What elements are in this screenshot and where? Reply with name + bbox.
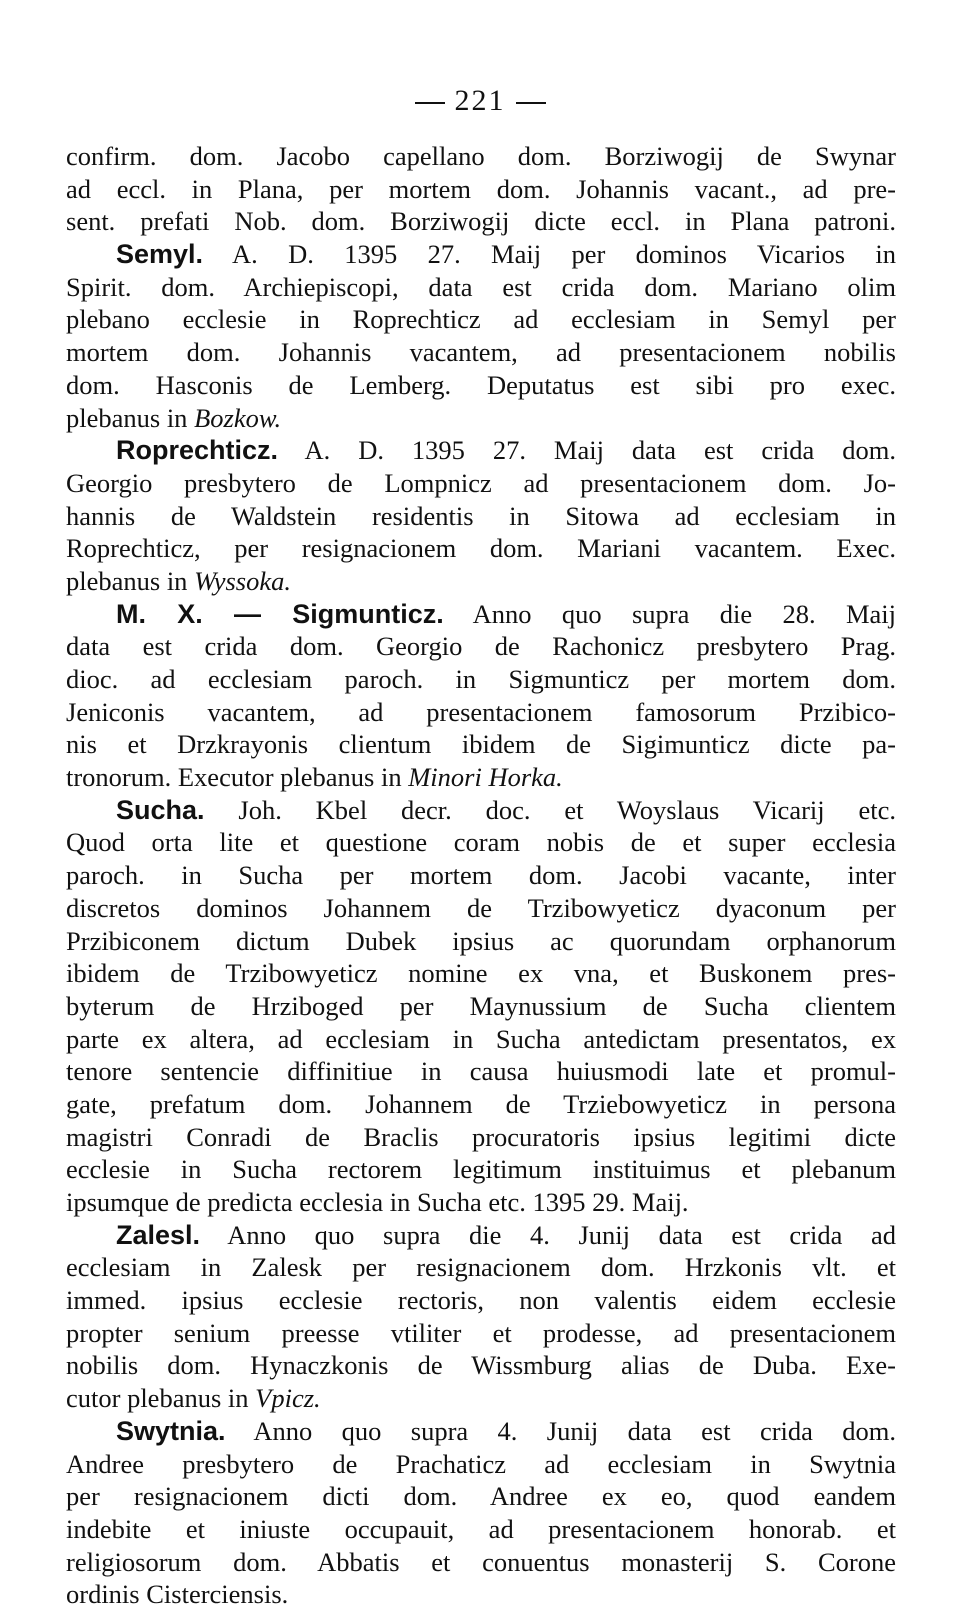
line-text: tronorum. Executor plebanus in — [66, 762, 409, 793]
text-line — [66, 1349, 896, 1382]
line-text: magistri Conradi de Braclis procuratoris ipsius legitimi dicte — [66, 1121, 896, 1152]
text-line — [66, 1415, 896, 1448]
line-text: data est crida dom. Georgio de Rachonicz presbytero Prag. — [66, 631, 896, 662]
text-line — [66, 434, 896, 467]
text-line — [66, 500, 896, 533]
header-dash-left — [415, 102, 445, 104]
text-line — [66, 728, 896, 761]
line-text: Joh. Kbel decr. doc. et Woyslaus Vicarij etc. — [204, 794, 896, 825]
line-text: dom. Hasconis de Lemberg. Deputatus est sibi pro exec. — [66, 369, 896, 400]
line-text: Quod orta lite et questione coram nobis de et super ecclesia — [66, 827, 896, 858]
line-text: propter senium preesse vtiliter et prodesse, ad presentacionem — [66, 1317, 896, 1348]
line-text: ordinis Cisterciensis. — [66, 1579, 289, 1610]
text-line — [66, 271, 896, 304]
header-dash-right — [516, 102, 546, 104]
line-text: discretos dominos Johannem de Trzibowyeticz dyaconum per — [66, 892, 896, 923]
text-line — [66, 598, 896, 631]
line-text: confirm. dom. Jacobo capellano dom. Borziwogij de Swynar — [66, 141, 896, 171]
line-text: tenore sentencie diffinitiue in causa huiusmodi late et promul- — [66, 1056, 896, 1087]
entry-heading: M. X. — Sigmunticz. — [116, 598, 444, 629]
line-text: plebanus in — [66, 402, 195, 433]
text-line — [66, 1219, 896, 1252]
entry-heading: Semyl. — [116, 239, 204, 270]
line-text: Spirit. dom. Archiepiscopi, data est crida dom. Mariano olim — [66, 271, 896, 302]
line-text: A. D. 1395 27. Maij data est crida dom. — [278, 435, 896, 466]
text-line — [66, 1578, 896, 1611]
text-line — [66, 826, 896, 859]
text-line — [66, 925, 896, 958]
text-line — [66, 467, 896, 500]
italic-place-name: Minori Horka. — [408, 762, 563, 793]
text-line — [66, 696, 896, 729]
text-line — [66, 794, 896, 827]
line-text: immed. ipsius ecclesie rectoris, non valentis eidem ecclesie — [66, 1285, 896, 1316]
line-text: ecclesiam in Zalesk per resignacionem dom. Hrzkonis vlt. et — [66, 1252, 896, 1283]
text-line — [66, 1448, 896, 1481]
text-line — [66, 1546, 896, 1579]
text-line — [66, 957, 896, 990]
line-text: hannis de Waldstein residentis in Sitowa ad ecclesiam in — [66, 500, 896, 531]
line-text: parte ex altera, ad ecclesiam in Sucha antedictam presentatos, ex — [66, 1023, 896, 1054]
text-line — [66, 1317, 896, 1350]
italic-place-name: Vpicz. — [255, 1383, 321, 1414]
text-line — [66, 303, 896, 336]
line-text: A. D. 1395 27. Maij per dominos Vicarios in — [203, 239, 896, 270]
line-text: cutor plebanus in — [66, 1383, 256, 1414]
entry-heading: Sucha. — [116, 794, 205, 825]
italic-place-name: Wyssoka. — [194, 565, 291, 596]
text-line — [66, 630, 896, 663]
line-text: plebanus in — [66, 565, 195, 596]
page-number: 221 — [454, 84, 506, 117]
line-text: ecclesie in Sucha rectorem legitimum instituimus et plebanum — [66, 1154, 896, 1185]
text-line — [66, 140, 896, 173]
text-line — [66, 1055, 896, 1088]
document-body — [66, 140, 896, 1611]
text-line — [66, 761, 896, 794]
line-text: ibidem de Trzibowyeticz nomine ex vna, et Buskonem pres- — [66, 958, 896, 989]
page-header — [0, 84, 960, 118]
text-line — [66, 1088, 896, 1121]
text-line — [66, 1023, 896, 1056]
text-line — [66, 859, 896, 892]
text-line — [66, 173, 896, 206]
text-line — [66, 369, 896, 402]
line-text: plebano ecclesie in Roprechticz ad ecclesiam in Semyl per — [66, 304, 896, 335]
line-text: ipsumque de predicta ecclesia in Sucha etc. 1395 29. Maij. — [66, 1187, 689, 1217]
line-text: paroch. in Sucha per mortem dom. Jacobi vacante, inter — [66, 860, 896, 891]
line-text: byterum de Hrziboged per Maynussium de Sucha clientem — [66, 990, 896, 1021]
line-text: sent. prefati Nob. dom. Borziwogij dicte eccl. in Plana patroni. — [66, 206, 896, 237]
line-text: nobilis dom. Hynaczkonis de Wissmburg alias de Duba. Exe- — [66, 1350, 896, 1381]
text-line — [66, 1284, 896, 1317]
entry-heading: Swytnia. — [116, 1415, 226, 1446]
text-line — [66, 1251, 896, 1284]
line-text: indebite et iniuste occupauit, ad presentacionem honorab. et — [66, 1513, 896, 1544]
text-line — [66, 238, 896, 271]
line-text: religiosorum dom. Abbatis et conuentus monasterij S. Corone — [66, 1546, 896, 1577]
text-line — [66, 565, 896, 598]
line-text: dioc. ad ecclesiam paroch. in Sigmunticz per mortem dom. — [66, 664, 896, 694]
line-text: Jeniconis vacantem, ad presentacionem famosorum Przibico- — [66, 696, 896, 727]
line-text: Anno quo supra die 4. Junij data est crida ad — [200, 1219, 896, 1250]
line-text: Przibiconem dictum Dubek ipsius ac quorundam orphanorum — [66, 925, 896, 956]
text-line — [66, 1513, 896, 1546]
text-line — [66, 402, 896, 435]
line-text: mortem dom. Johannis vacantem, ad presentacionem nobilis — [66, 337, 896, 368]
text-line — [66, 892, 896, 925]
text-line — [66, 1121, 896, 1154]
line-text: nis et Drzkrayonis clientum ibidem de Sigimunticz dicte pa- — [66, 729, 896, 760]
line-text: ad eccl. in Plana, per mortem dom. Johannis vacant., ad pre- — [66, 173, 896, 204]
line-text: per resignacionem dicti dom. Andree ex eo, quod eandem — [66, 1481, 896, 1512]
line-text: Anno quo supra 4. Junij data est crida dom. — [225, 1415, 896, 1446]
line-text: Georgio presbytero de Lompnicz ad presentacionem dom. Jo- — [66, 467, 896, 498]
text-line — [66, 663, 896, 696]
entry-heading: Zalesl. — [116, 1219, 201, 1250]
text-line — [66, 336, 896, 369]
text-line — [66, 1480, 896, 1513]
line-text: Roprechticz, per resignacionem dom. Mariani vacantem. Exec. — [66, 533, 896, 564]
line-text: gate, prefatum dom. Johannem de Trziebowyeticz in persona — [66, 1088, 896, 1119]
text-line — [66, 990, 896, 1023]
italic-place-name: Bozkow. — [194, 402, 282, 433]
text-line — [66, 1186, 896, 1219]
text-line — [66, 205, 896, 238]
text-line — [66, 1382, 896, 1415]
text-line — [66, 532, 896, 565]
line-text: Anno quo supra die 28. Maij — [443, 598, 896, 629]
line-text: Andree presbytero de Prachaticz ad ecclesiam in Swytnia — [66, 1448, 896, 1479]
entry-heading: Roprechticz. — [116, 435, 279, 466]
text-line — [66, 1153, 896, 1186]
